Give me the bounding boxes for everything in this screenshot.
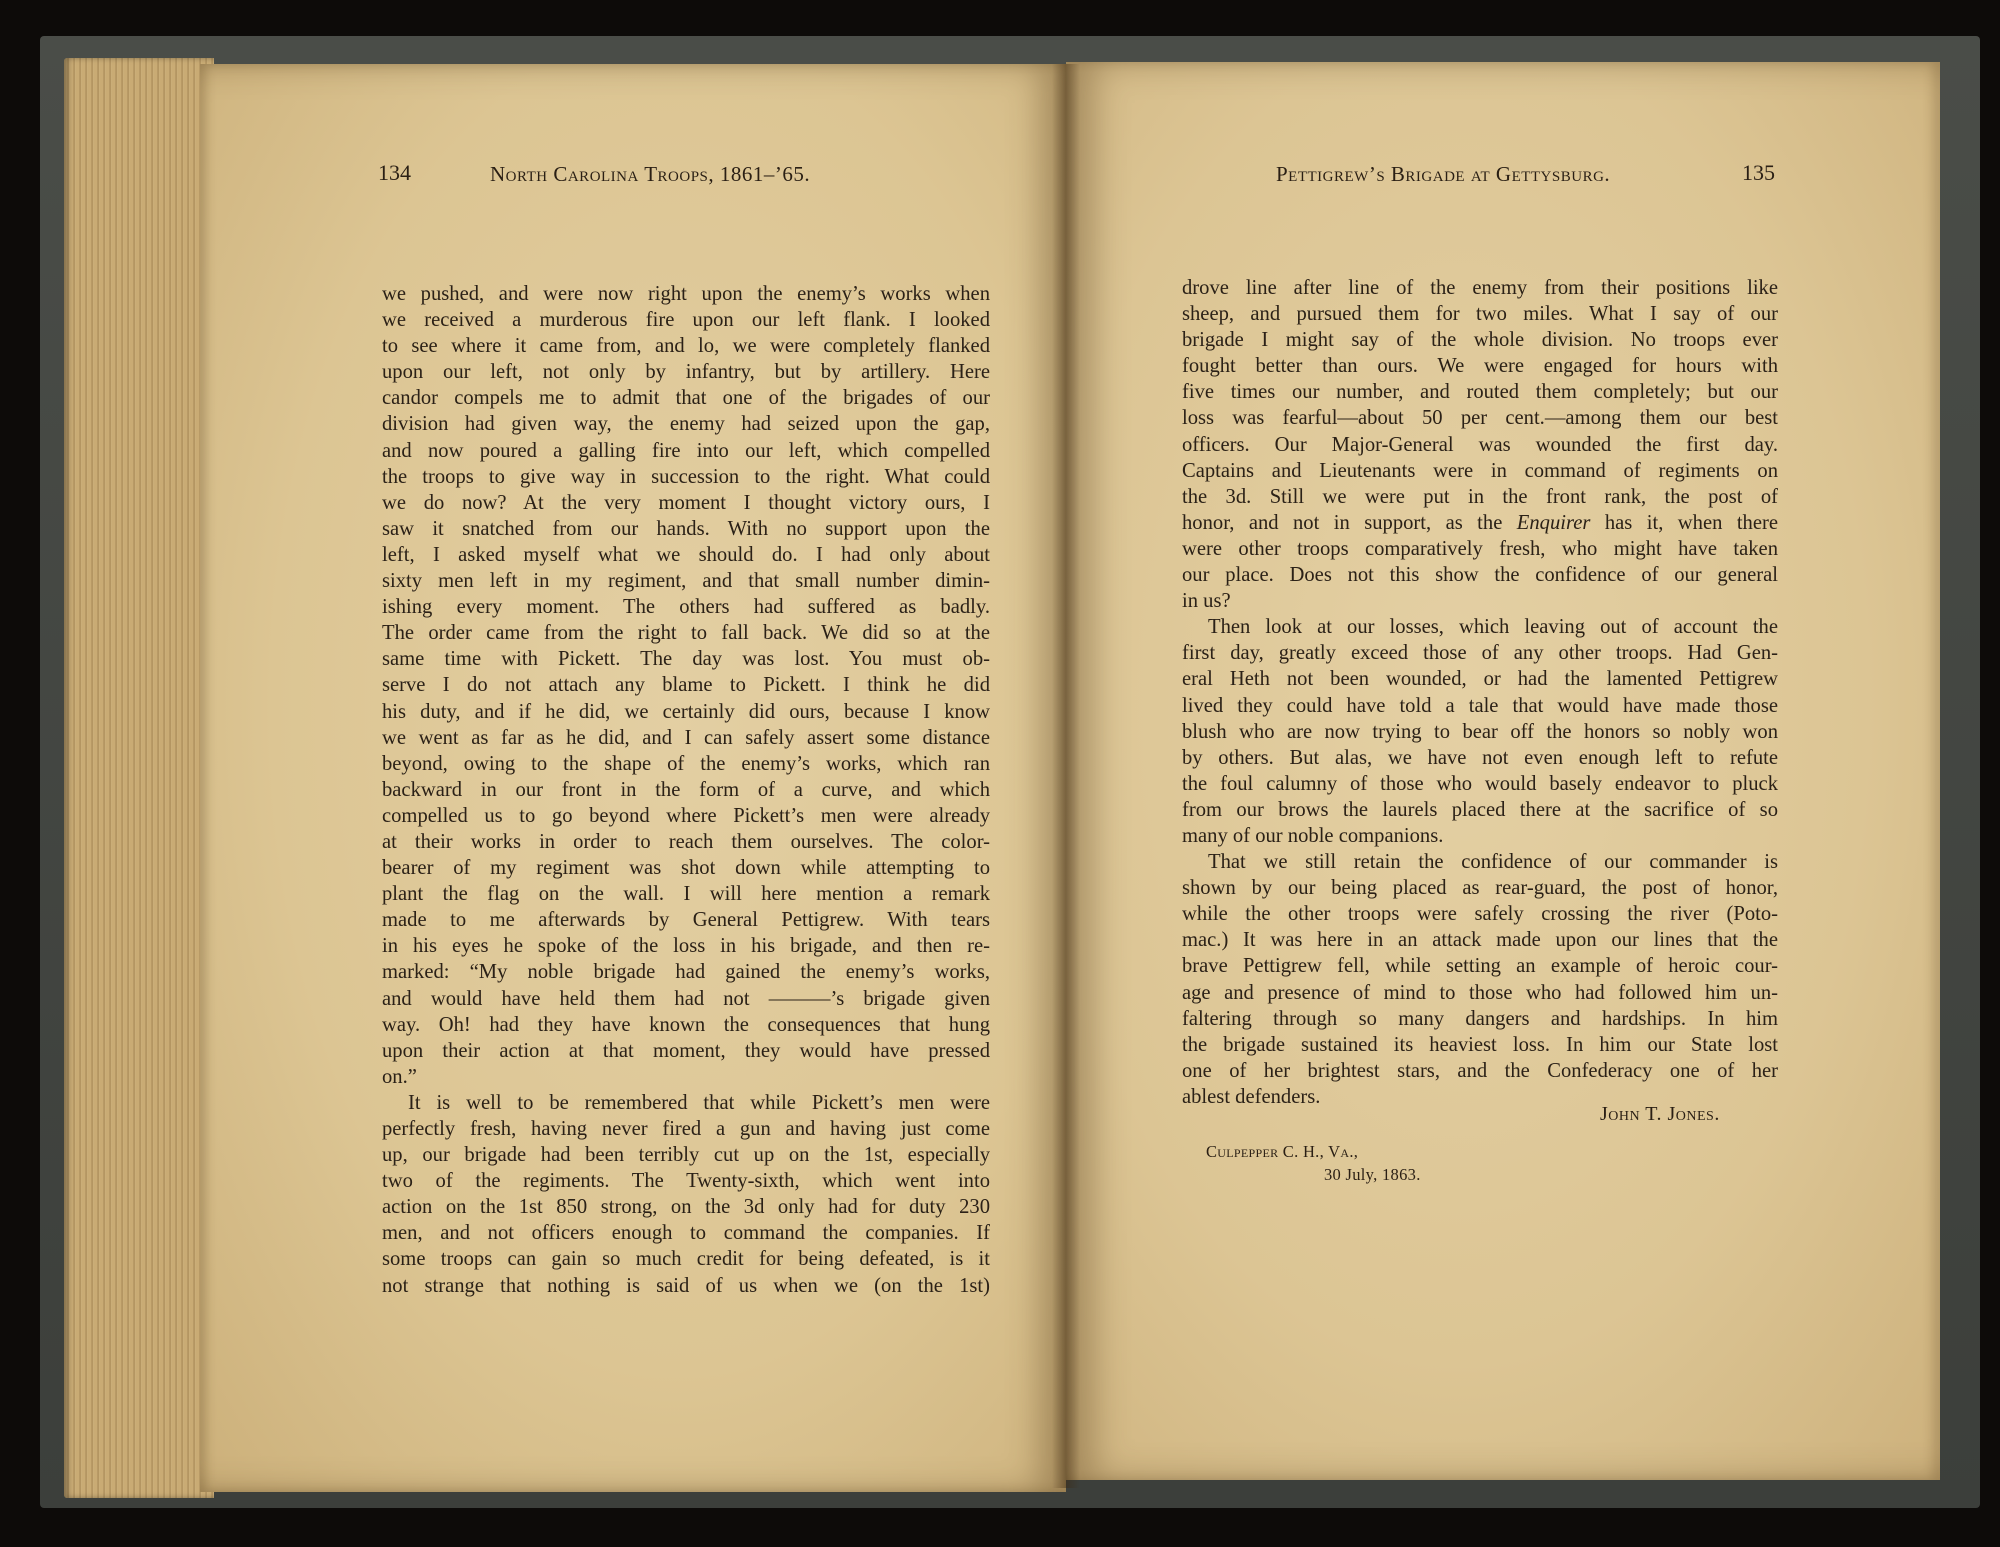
text-line: from our brows the laurels placed there at the sacrifice of so: [1182, 798, 1778, 821]
dateline-date: 30 July, 1863.: [1324, 1165, 1421, 1184]
text-line: his duty, and if he did, we certainly did ours, because I know: [382, 700, 990, 723]
text-line: men, and not officers enough to command the companies. If: [382, 1222, 990, 1245]
text-line: marked: “My noble brigade had gained the enemy’s works,: [382, 961, 990, 984]
text-line: at their works in order to reach them ourselves. The color-: [382, 830, 990, 853]
text-line: and would have held them had not ———’s brigade given: [382, 987, 990, 1010]
text-line: up, our brigade had been terribly cut up on the 1st, especially: [382, 1144, 990, 1167]
book-gutter: [1052, 64, 1080, 1488]
text-line: division had given way, the enemy had seized upon the gap,: [382, 413, 990, 436]
text-line: same time with Pickett. The day was lost. You must ob-: [382, 648, 990, 671]
right-page-number: 135: [1742, 160, 1775, 185]
text-line: upon our left, not only by infantry, but by artillery. Here: [382, 361, 990, 384]
left-page-number: 134: [378, 160, 411, 185]
text-line: Captains and Lieutenants were in command of regiments on: [1182, 459, 1778, 482]
text-line: plant the flag on the wall. I will here mention a remark: [382, 883, 990, 906]
text-line: we received a murderous fire upon our left flank. I looked: [382, 309, 990, 332]
text-line: age and presence of mind to those who had followed him un-: [1182, 981, 1778, 1004]
text-line: were other troops comparatively fresh, who might have taken: [1182, 537, 1778, 560]
right-running-head: Pettigrew’s Brigade at Gettysburg.: [1276, 162, 1611, 186]
text-line: brigade I might say of the whole division. No troops ever: [1182, 329, 1778, 352]
text-line: left, I asked myself what we should do. I had only about: [382, 543, 990, 566]
left-running-head: North Carolina Troops, 1861–’65.: [490, 162, 811, 186]
text-line: officers. Our Major-General was wounded the first day.: [1182, 433, 1778, 456]
dateline-place: Culpepper C. H., Va.,: [1206, 1142, 1359, 1161]
signature: John T. Jones.: [1600, 1103, 1720, 1125]
text-line: compelled us to go beyond where Pickett’s men were already: [382, 804, 990, 827]
text-line: we pushed, and were now right upon the enemy’s works when: [382, 283, 990, 305]
text-line: made to me afterwards by General Pettigrew. With tears: [382, 909, 990, 932]
text-line: way. Oh! had they have known the consequences that hung: [382, 1013, 990, 1036]
text-line: we do now? At the very moment I thought victory ours, I: [382, 491, 990, 514]
text-line: faltering through so many dangers and hardships. In him: [1182, 1007, 1778, 1030]
text-line: bearer of my regiment was shot down while attempting to: [382, 857, 990, 880]
text-line: action on the 1st 850 strong, on the 3d only had for duty 230: [382, 1196, 990, 1219]
text-line: eral Heth not been wounded, or had the lamented Pettigrew: [1182, 668, 1778, 691]
text-line: brave Pettigrew fell, while setting an example of heroic cour-: [1182, 955, 1778, 978]
text-line: perfectly fresh, having never fired a gun and having just come: [382, 1118, 990, 1140]
text-line: beyond, owing to the shape of the enemy’s works, which ran: [382, 752, 990, 775]
text-line: our place. Does not this show the confidence of our general: [1182, 564, 1778, 587]
text-line: some troops can gain so much credit for being defeated, is it: [382, 1248, 990, 1271]
text-line: first day, greatly exceed those of any other troops. Had Gen-: [1182, 642, 1778, 665]
text-line: on.”: [382, 1065, 417, 1088]
text-line: the brigade sustained its heaviest loss. In him our State lost: [1182, 1033, 1778, 1056]
text-line: It is well to be remembered that while Pickett’s men were: [408, 1091, 990, 1114]
text-line: and now poured a galling fire into our left, which compelled: [382, 439, 990, 462]
text-line: ablest defenders.: [1182, 1085, 1321, 1108]
text-line: sixty men left in my regiment, and that small number dimin-: [382, 570, 990, 593]
text-line: serve I do not attach any blame to Pickett. I think he did: [382, 674, 990, 697]
text-line: drove line after line of the enemy from their positions like: [1182, 277, 1778, 299]
text-line: the troops to give way in succession to the right. What could: [382, 465, 990, 488]
text-line: we went as far as he did, and I can safely assert some distance: [382, 726, 990, 749]
text-line: upon their action at that moment, they would have pressed: [382, 1039, 990, 1062]
left-body-text: [382, 281, 990, 1299]
text-line: That we still retain the confidence of our commander is: [1208, 851, 1778, 874]
text-line: saw it snatched from our hands. With no support upon the: [382, 517, 990, 540]
text-line: in us?: [1182, 590, 1231, 613]
text-line: mac.) It was here in an attack made upon our lines that the: [1182, 929, 1778, 952]
text-line: ishing every moment. The others had suffered as badly.: [382, 596, 990, 619]
text-line: while the other troops were safely crossing the river (Poto-: [1182, 903, 1778, 926]
text-line: Then look at our losses, which leaving out of account the: [1208, 616, 1778, 639]
text-line: the 3d. Still we were put in the front rank, the post of: [1182, 485, 1778, 508]
text-line: fought better than ours. We were engaged for hours with: [1182, 355, 1778, 378]
right-body-text: [1182, 275, 1778, 1110]
text-line: five times our number, and routed them completely; but our: [1182, 381, 1778, 404]
text-line: The order came from the right to fall back. We did so at the: [382, 622, 990, 645]
text-line: in his eyes he spoke of the loss in his brigade, and then re-: [382, 935, 990, 958]
text-line: one of her brightest stars, and the Confederacy one of her: [1182, 1059, 1778, 1082]
text-line: sheep, and pursued them for two miles. What I say of our: [1182, 303, 1778, 326]
text-line: candor compels me to admit that one of the brigades of our: [382, 387, 990, 410]
text-line: blush who are now trying to bear off the honors so nobly won: [1182, 720, 1778, 743]
text-line: lived they could have told a tale that would have made those: [1182, 694, 1778, 717]
text-line: many of our noble companions.: [1182, 824, 1444, 847]
text-line: backward in our front in the form of a curve, and which: [382, 778, 990, 801]
text-line: two of the regiments. The Twenty-sixth, which went into: [382, 1170, 990, 1193]
text-line: shown by our being placed as rear-guard, the post of honor,: [1182, 877, 1778, 900]
text-line: honor, and not in support, as the Enquirer has it, when there: [1182, 511, 1778, 534]
page-edges: [64, 58, 214, 1498]
text-line: to see where it came from, and lo, we were completely flanked: [382, 335, 990, 358]
text-line: not strange that nothing is said of us when we (on the 1st): [382, 1274, 990, 1297]
text-line: by others. But alas, we have not even enough left to refute: [1182, 746, 1778, 769]
text-line: loss was fearful—about 50 per cent.—among them our best: [1182, 407, 1778, 430]
text-line: the foul calumny of those who would basely endeavor to pluck: [1182, 772, 1778, 795]
